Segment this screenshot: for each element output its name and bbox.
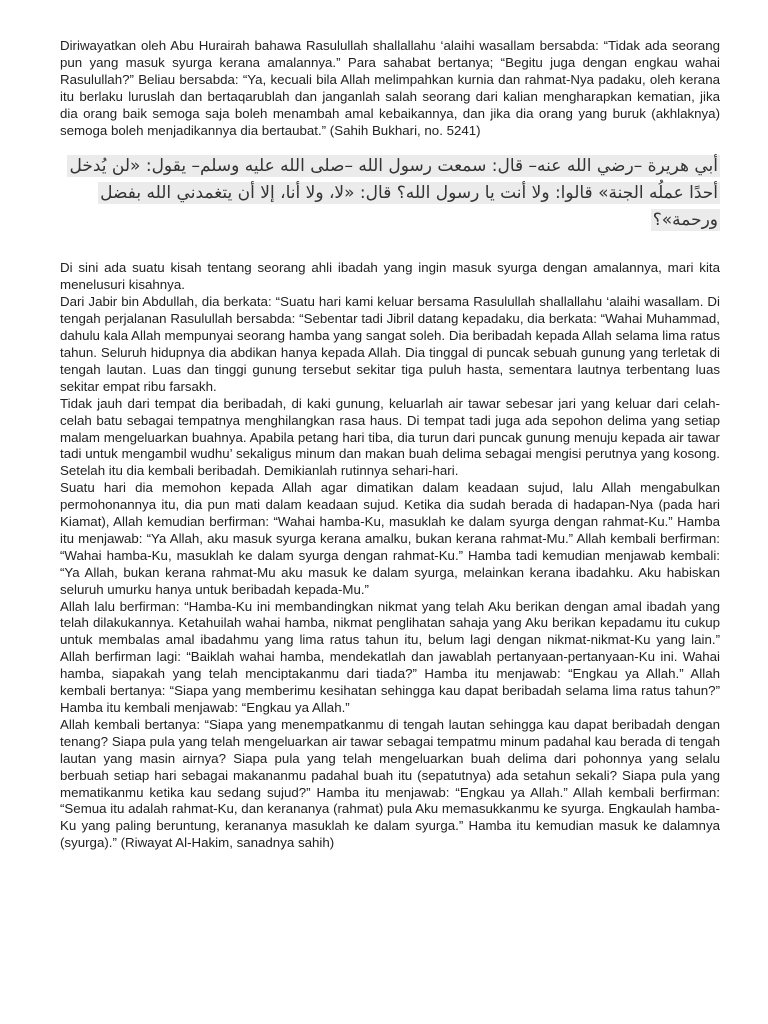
story-paragraph-4: Suatu hari dia memohon kepada Allah agar dimatikan dalam keadaan sujud, lalu Allah mengabulkan permohonannya itu, dia pun mati dalam keadaan sujud. Ketika dia sudah berada di hadapan-Nya (pada hari Kiamat), Allah kemudian berfirman: “Wahai hamba-Ku, masuklah ke dalam syurga dengan rahmat-Ku.” Hamba itu menjawab: “Ya Allah, aku masuk syurga kerana amalku, bukan kerana rahmat-Mu.” Allah kembali berfirman: “Wahai hamba-Ku, masuklah ke dalam syurga dengan rahmat-Ku.” Hamba tadi kemudian menjawab kembali: “Ya Allah, bukan kerana rahmat-Mu aku masuk ke dalam syurga, melainkan kerana ibadahku. Aku habiskan seluruh umurku hanya untuk beribadah kepada-Mu.” (60, 480, 720, 597)
document-page (60, 38, 720, 852)
story-paragraph-6: Allah kembali bertanya: “Siapa yang menempatkanmu di tengah lautan sehingga kau dapat beribadah dengan tenang? Siapa pula yang telah mengeluarkan air tawar sebagai tempatmu minum padahal kau berada di tengah lautan yang masin airnya? Siapa pula yang telah mengeluarkan buah delima dari pohonnya yang selalu berbuah setiap hari sebagai makananmu padahal buah itu (sepatutnya) ada setahun sekali? Siapa pula yang mematikanmu ketika kau sedang sujud?” Hamba itu menjawab: “Engkau ya Allah.” Allah kembali berfirman: “Semua itu adalah rahmat-Ku, dan kerananya (rahmat) pula Aku memasukkanmu ke syurga. Engkaulah hamba-Ku yang paling beruntung, kerananya masuklah ke dalam syurga.” Hamba itu kemudian masuk ke dalamnya (syurga).” (Riwayat Al-Hakim, sanadnya sahih) (60, 716, 720, 851)
story-section (60, 260, 720, 852)
story-paragraph-3: Tidak jauh dari tempat dia beribadah, di kaki gunung, keluarlah air tawar sebesar jari yang keluar dari celah-celah batu sebagai tempatnya menghilangkan rasa haus. Di tempat tadi juga ada sepohon delima yang setiap malam mengeluarkan buahnya. Apabila petang hari tiba, dia turun dari puncak gunung menuju kepada air tawar tadi untuk mengambil wudhu’ sekaligus minum dan makan buah delima sebagai mengisi perutnya yang kosong. Setelah itu dia kembali beribadah. Demikianlah rutinnya sehari-hari. (60, 395, 720, 479)
story-paragraph-2: Dari Jabir bin Abdullah, dia berkata: “Suatu hari kami keluar bersama Rasulullah shallallahu ‘alaihi wasallam. Di tengah perjalanan Rasulullah bersabda: “Sebentar tadi Jibril datang kepadaku, dia berkata: “Wahai Muhammad, dahulu kala Allah mempunyai seorang hamba yang sangat soleh. Dia beribadah kepada Allah selama lima ratus tahun. Seluruh hidupnya dia abdikan hanya kepada Allah. Dia tinggal di puncak sebuah gunung yang terletak di tengah lautan. Luas dan tinggi gunung tersebut sekitar tiga puluh hasta, sementara lautnya terbentang luas sekitar empat ribu farsakh. (60, 294, 720, 394)
arabic-hadith-text (60, 153, 720, 234)
story-paragraph-5: Allah lalu berfirman: “Hamba-Ku ini membandingkan nikmat yang telah Aku berikan dengan amal ibadah yang telah dilakukannya. Ketahuilah wahai hamba, nikmat penglihatan sahaja yang Aku berikan kepadamu itu cukup untuk membalas amal ibadahmu yang lima ratus tahun itu, belum lagi dengan nikmat-nikmat-Ku yang lain.” Allah berfirman lagi: “Baiklah wahai hamba, mendekatlah dan jawablah pertanyaan-pertanyaan-Ku ini. Wahai hamba, siapakah yang telah menciptakanmu dari tiada?” Hamba itu menjawab: “Engkau ya Allah.” Allah kembali bertanya: “Siapa yang memberimu kesihatan sehingga kau dapat beribadah selama lima ratus tahun?” Hamba itu kembali menjawab: “Engkau ya Allah.” (60, 598, 720, 715)
story-paragraph-1: Di sini ada suatu kisah tentang seorang ahli ibadah yang ingin masuk syurga dengan amalannya, mari kita menelusuri kisahnya. (60, 260, 720, 293)
arabic-hadith-highlight: أبي هريرة –رضي الله عنه– قال: سمعت رسول الله –صلى الله عليه وسلم– يقول: «لن يُدخل أحدًا عملُه الجنة» قالوا: ولا أنت يا رسول الله؟ قال: «لا، ولا أنا، إلا أن يتغمدني الله بفضل ورحمة»؟ (69, 156, 718, 231)
hadith-intro-paragraph: Diriwayatkan oleh Abu Hurairah bahawa Rasulullah shallallahu ‘alaihi wasallam bersabda: “Tidak ada seorang pun yang masuk syurga kerana amalannya.” Para sahabat bertanya; “Begitu juga dengan engkau wahai Rasulullah?” Beliau bersabda: “Ya, kecuali bila Allah melimpahkan kurnia dan rahmat-Nya padaku, oleh kerana itu berlaku luruslah dan bertaqarublah dan janganlah salah seorang dari kalian mengharapkan kematian, jika dia orang baik semoga saja boleh menambah amal kebaikannya, dan jika dia orang yang buruk (akhlaknya) semoga boleh menjadikannya dia bertaubat.” (Sahih Bukhari, no. 5241) (60, 38, 720, 138)
